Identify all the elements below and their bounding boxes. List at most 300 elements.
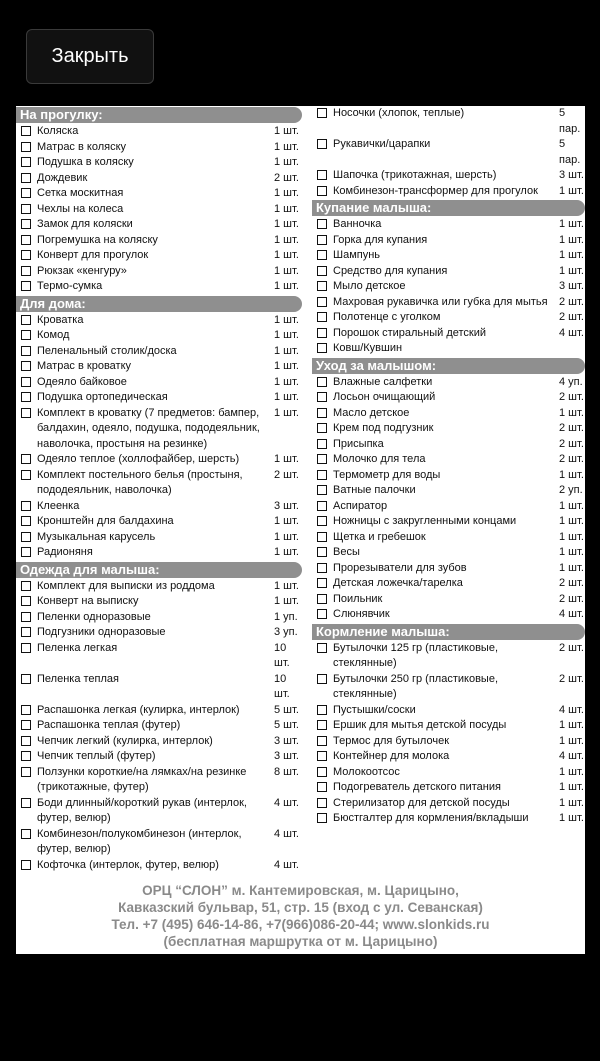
checkbox[interactable] bbox=[21, 315, 31, 325]
item-quantity: 1 шт. bbox=[559, 781, 584, 793]
item-name: Комплект постельного белья (простыня, пододеяльник, наволочка) bbox=[37, 468, 243, 496]
checkbox[interactable] bbox=[21, 501, 31, 511]
checkbox[interactable] bbox=[21, 142, 31, 152]
checkbox[interactable] bbox=[21, 720, 31, 730]
checkbox[interactable] bbox=[317, 643, 327, 653]
item-quantity: 5 шт. bbox=[274, 719, 299, 731]
checklist-item[interactable] bbox=[312, 592, 585, 608]
checklist-item[interactable] bbox=[312, 390, 585, 406]
checklist-item[interactable] bbox=[312, 437, 585, 453]
checkbox[interactable] bbox=[317, 439, 327, 449]
checklist-item[interactable] bbox=[16, 217, 302, 233]
footer-line: (бесплатная маршрутка от м. Царицыно) bbox=[163, 934, 438, 949]
item-name: Ванночка bbox=[333, 218, 382, 230]
checklist-item[interactable] bbox=[312, 217, 585, 233]
item-quantity: 1 шт. bbox=[559, 734, 584, 747]
item-quantity: 2 шт. bbox=[559, 391, 584, 403]
item-quantity: 4 уп. bbox=[559, 375, 583, 388]
item-name: Комод bbox=[37, 329, 70, 341]
item-name: Щетка и гребешок bbox=[333, 530, 426, 543]
item-quantity: 1 шт. bbox=[559, 515, 584, 527]
checklist-item[interactable] bbox=[312, 264, 585, 280]
item-name: Чепчик легкий (кулирка, интерлок) bbox=[37, 734, 213, 747]
item-quantity: 1 шт. bbox=[559, 264, 584, 277]
checklist-item[interactable] bbox=[312, 561, 585, 577]
checklist-item[interactable] bbox=[312, 530, 585, 546]
checkbox[interactable] bbox=[21, 377, 31, 387]
checklist-item[interactable] bbox=[312, 248, 585, 264]
checkbox[interactable] bbox=[21, 126, 31, 136]
checklist-item[interactable] bbox=[16, 155, 302, 171]
item-quantity: 1 шт. bbox=[274, 391, 299, 403]
item-name: Носочки (хлопок, теплые) bbox=[333, 107, 465, 119]
item-quantity: 1 шт. bbox=[274, 595, 299, 607]
item-quantity: 4 шт. bbox=[559, 750, 584, 762]
item-name: Махровая рукавичка или губка для мытья bbox=[333, 295, 548, 308]
item-name: Пеленка теплая bbox=[37, 672, 119, 685]
item-quantity: 5 пар. bbox=[559, 138, 581, 166]
checklist-item[interactable] bbox=[16, 545, 302, 561]
checkbox[interactable] bbox=[317, 281, 327, 291]
item-name: Комплект для выписки из роддома bbox=[37, 579, 215, 592]
item-quantity: 4 шт. bbox=[274, 858, 299, 871]
item-quantity: 2 шт. bbox=[559, 453, 584, 465]
checkbox[interactable] bbox=[317, 751, 327, 761]
item-quantity: 8 шт. bbox=[274, 765, 299, 778]
checkbox[interactable] bbox=[21, 346, 31, 356]
checkbox[interactable] bbox=[317, 392, 327, 402]
checklist-item[interactable] bbox=[312, 295, 585, 311]
item-name: Конверт для прогулок bbox=[37, 249, 149, 261]
checkbox[interactable] bbox=[21, 596, 31, 606]
item-quantity: 1 шт. bbox=[559, 249, 584, 261]
checklist-item[interactable] bbox=[312, 421, 585, 437]
checkbox[interactable] bbox=[317, 186, 327, 196]
item-quantity: 1 шт. bbox=[274, 453, 299, 465]
item-quantity: 4 шт. bbox=[559, 326, 584, 339]
checkbox[interactable] bbox=[21, 250, 31, 260]
item-quantity: 2 шт. bbox=[559, 672, 584, 685]
checklist-item[interactable] bbox=[16, 233, 302, 249]
item-quantity: 2 шт. bbox=[274, 171, 299, 184]
checkbox[interactable] bbox=[21, 361, 31, 371]
checkbox[interactable] bbox=[317, 297, 327, 307]
checkbox[interactable] bbox=[317, 328, 327, 338]
checkbox[interactable] bbox=[317, 798, 327, 808]
checkbox[interactable] bbox=[21, 798, 31, 808]
item-quantity: 4 шт. bbox=[559, 703, 584, 716]
item-quantity: 3 шт. bbox=[274, 734, 299, 747]
checklist-item[interactable] bbox=[312, 718, 585, 734]
item-quantity: 1 шт. bbox=[559, 796, 584, 809]
item-name: Комбинезон/полукомбинезон (интерлок, футер, велюр) bbox=[37, 827, 242, 855]
item-name: Крем под подгузник bbox=[333, 422, 434, 434]
item-name: Весы bbox=[333, 546, 360, 558]
item-name: Комплект в кроватку (7 предметов: бампер, балдахин, одеяло, подушка, пододеяльник, наволочка, простыня на резинке) bbox=[37, 406, 260, 450]
checkbox[interactable] bbox=[317, 470, 327, 480]
checklist-item[interactable] bbox=[312, 406, 585, 422]
checkbox[interactable] bbox=[317, 813, 327, 823]
checkbox[interactable] bbox=[21, 751, 31, 761]
item-quantity: 1 шт. bbox=[559, 561, 584, 574]
item-quantity: 1 шт. bbox=[559, 233, 584, 246]
item-quantity: 1 шт. bbox=[559, 719, 584, 731]
item-name: Дождевик bbox=[37, 171, 88, 184]
item-quantity: 3 шт. bbox=[559, 169, 584, 181]
checkbox[interactable] bbox=[317, 377, 327, 387]
checklist-item[interactable] bbox=[312, 545, 585, 561]
checklist-item[interactable] bbox=[16, 359, 302, 375]
checkbox[interactable] bbox=[317, 705, 327, 715]
footer-address bbox=[16, 882, 585, 950]
item-quantity: 1 шт. bbox=[274, 329, 299, 341]
checkbox[interactable] bbox=[317, 532, 327, 542]
footer-line: ОРЦ “СЛОН” м. Кантемировская, м. Царицыно, bbox=[142, 883, 459, 898]
checkbox[interactable] bbox=[317, 782, 327, 792]
item-quantity: 1 шт. bbox=[559, 218, 584, 230]
checkbox[interactable] bbox=[21, 736, 31, 746]
checklist-item[interactable] bbox=[312, 310, 585, 326]
checkbox[interactable] bbox=[21, 581, 31, 591]
checkbox[interactable] bbox=[21, 219, 31, 229]
checkbox[interactable] bbox=[317, 312, 327, 322]
item-quantity: 1 шт. bbox=[274, 344, 299, 357]
item-name: Чехлы на колеса bbox=[37, 202, 124, 215]
item-quantity: 10 шт. bbox=[274, 672, 290, 700]
checkbox[interactable] bbox=[317, 578, 327, 588]
checklist-item[interactable] bbox=[312, 811, 585, 827]
item-name: Присыпка bbox=[333, 437, 384, 450]
item-quantity: 3 шт. bbox=[559, 280, 584, 292]
item-quantity: 1 шт. bbox=[274, 546, 299, 558]
checklist-item[interactable] bbox=[312, 576, 585, 592]
item-name: Стерилизатор для детской посуды bbox=[333, 796, 510, 809]
right-column bbox=[312, 106, 585, 827]
checkbox[interactable] bbox=[317, 343, 327, 353]
checkbox[interactable] bbox=[21, 157, 31, 167]
item-name: Термо-сумка bbox=[37, 280, 103, 292]
section-header: На прогулку: bbox=[16, 107, 302, 123]
item-quantity: 2 шт. bbox=[559, 311, 584, 323]
checklist-item[interactable] bbox=[16, 530, 302, 546]
item-name: Замок для коляски bbox=[37, 218, 133, 230]
item-name: Молочко для тела bbox=[333, 453, 426, 465]
item-name: Ножницы с закругленными концами bbox=[333, 515, 517, 527]
section-header: Одежда для малыша: bbox=[16, 562, 302, 578]
item-name: Шампунь bbox=[333, 249, 381, 261]
checkbox[interactable] bbox=[317, 767, 327, 777]
item-name: Лосьон очищающий bbox=[333, 391, 436, 403]
checkbox[interactable] bbox=[317, 563, 327, 573]
checkbox[interactable] bbox=[317, 408, 327, 418]
item-name: Матрас в коляску bbox=[37, 140, 127, 153]
checkbox[interactable] bbox=[21, 860, 31, 870]
checkbox[interactable] bbox=[21, 470, 31, 480]
checklist-item[interactable] bbox=[16, 140, 302, 156]
item-quantity: 3 шт. bbox=[274, 499, 299, 512]
checkbox[interactable] bbox=[21, 281, 31, 291]
checklist-item[interactable] bbox=[16, 328, 302, 344]
item-name: Подогреватель детского питания bbox=[333, 781, 501, 793]
checkbox[interactable] bbox=[21, 829, 31, 839]
item-name: Радионяня bbox=[37, 546, 93, 558]
checklist-document bbox=[16, 106, 585, 954]
checklist-item[interactable] bbox=[16, 468, 302, 499]
checklist-item[interactable] bbox=[16, 264, 302, 280]
checkbox[interactable] bbox=[317, 108, 327, 118]
item-quantity: 1 шт. bbox=[274, 187, 299, 199]
item-quantity: 2 шт. bbox=[559, 577, 584, 589]
checkbox[interactable] bbox=[21, 188, 31, 198]
checklist-item[interactable] bbox=[16, 499, 302, 515]
checklist-item[interactable] bbox=[16, 749, 302, 765]
item-name: Погремушка на коляску bbox=[37, 233, 158, 246]
item-name: Термометр для воды bbox=[333, 468, 441, 481]
item-quantity: 4 шт. bbox=[274, 796, 299, 809]
item-name: Бутылочки 250 гр (пластиковые, стеклянные) bbox=[333, 672, 498, 700]
checklist-item[interactable] bbox=[312, 279, 585, 295]
checklist-item[interactable] bbox=[312, 341, 585, 357]
checklist-item[interactable] bbox=[312, 641, 585, 672]
checklist-item[interactable] bbox=[16, 375, 302, 391]
item-name: Горка для купания bbox=[333, 233, 428, 246]
item-name: Чепчик теплый (футер) bbox=[37, 750, 156, 762]
item-quantity: 1 шт. bbox=[274, 406, 299, 419]
checklist-item[interactable] bbox=[16, 171, 302, 187]
section-header: Кормление малыша: bbox=[312, 624, 585, 640]
checklist-item[interactable] bbox=[312, 514, 585, 530]
checklist-item[interactable] bbox=[312, 326, 585, 342]
checkbox[interactable] bbox=[21, 767, 31, 777]
checklist-item[interactable] bbox=[16, 406, 302, 453]
item-name: Музыкальная карусель bbox=[37, 530, 156, 543]
checkbox[interactable] bbox=[317, 219, 327, 229]
item-name: Матрас в кроватку bbox=[37, 360, 132, 372]
section-header: Для дома: bbox=[16, 296, 302, 312]
checkbox[interactable] bbox=[317, 674, 327, 684]
item-name: Термос для бутылочек bbox=[333, 734, 450, 747]
checklist-item[interactable] bbox=[16, 279, 302, 295]
checkbox[interactable] bbox=[21, 643, 31, 653]
checkbox[interactable] bbox=[21, 173, 31, 183]
item-name: Пеленки одноразовые bbox=[37, 610, 151, 623]
checkbox[interactable] bbox=[21, 627, 31, 637]
checkbox[interactable] bbox=[317, 139, 327, 149]
item-quantity: 1 шт. bbox=[274, 249, 299, 261]
item-quantity: 2 шт. bbox=[559, 437, 584, 450]
checkbox[interactable] bbox=[317, 170, 327, 180]
checklist-item[interactable] bbox=[312, 499, 585, 515]
item-name: Поильник bbox=[333, 592, 383, 605]
checklist-item[interactable] bbox=[16, 625, 302, 641]
item-name: Слюнявчик bbox=[333, 608, 390, 620]
item-name: Боди длинный/короткий рукав (интерлок, футер, велюр) bbox=[37, 796, 247, 824]
item-quantity: 1 шт. bbox=[559, 546, 584, 558]
checklist-item[interactable] bbox=[312, 672, 585, 703]
checkbox[interactable] bbox=[21, 392, 31, 402]
item-name: Сетка москитная bbox=[37, 187, 124, 199]
item-name: Конверт на выписку bbox=[37, 595, 139, 607]
item-name: Полотенце с уголком bbox=[333, 311, 441, 323]
checkbox[interactable] bbox=[21, 532, 31, 542]
checklist-item[interactable] bbox=[312, 780, 585, 796]
checkbox[interactable] bbox=[21, 612, 31, 622]
checkbox[interactable] bbox=[21, 235, 31, 245]
checkbox[interactable] bbox=[317, 609, 327, 619]
checkbox[interactable] bbox=[317, 547, 327, 557]
item-quantity: 1 шт. bbox=[559, 468, 584, 481]
item-name: Порошок стиральный детский bbox=[333, 326, 487, 339]
item-name: Комбинезон-трансформер для прогулок bbox=[333, 184, 538, 197]
item-quantity: 3 уп. bbox=[274, 626, 298, 638]
checkbox[interactable] bbox=[21, 547, 31, 557]
checklist-item[interactable] bbox=[312, 796, 585, 812]
checklist-item[interactable] bbox=[312, 452, 585, 468]
checklist-item[interactable] bbox=[16, 765, 302, 796]
item-quantity: 2 шт. bbox=[559, 641, 584, 654]
checklist-item[interactable] bbox=[312, 749, 585, 765]
item-quantity: 1 шт. bbox=[559, 530, 584, 543]
checkbox[interactable] bbox=[317, 423, 327, 433]
checklist-item[interactable] bbox=[312, 106, 585, 137]
item-name: Кроватка bbox=[37, 313, 84, 326]
item-quantity: 1 уп. bbox=[274, 610, 298, 623]
item-quantity: 1 шт. bbox=[274, 218, 299, 230]
checklist-item[interactable] bbox=[312, 137, 585, 168]
checkbox[interactable] bbox=[21, 266, 31, 276]
checklist-item[interactable] bbox=[16, 641, 302, 672]
item-quantity: 2 шт. bbox=[559, 592, 584, 605]
checklist-item[interactable] bbox=[16, 248, 302, 264]
checkbox[interactable] bbox=[21, 454, 31, 464]
item-name: Мыло детское bbox=[333, 280, 406, 292]
checkbox[interactable] bbox=[21, 408, 31, 418]
item-name: Подушка в коляску bbox=[37, 156, 134, 168]
checklist-item[interactable] bbox=[16, 313, 302, 329]
item-name: Ершик для мытья детской посуды bbox=[333, 719, 507, 731]
item-name: Шапочка (трикотажная, шерсть) bbox=[333, 169, 497, 181]
item-quantity: 5 пар. bbox=[559, 107, 581, 135]
item-name: Ватные палочки bbox=[333, 484, 416, 496]
item-name: Кофточка (интерлок, футер, велюр) bbox=[37, 858, 219, 871]
checklist-item[interactable] bbox=[16, 579, 302, 595]
checklist-item[interactable] bbox=[16, 344, 302, 360]
item-name: Клеенка bbox=[37, 499, 80, 512]
checklist-item[interactable] bbox=[312, 765, 585, 781]
checklist-item[interactable] bbox=[16, 124, 302, 140]
item-name: Рюкзак «кенгуру» bbox=[37, 264, 127, 277]
item-name: Ковш/Кувшин bbox=[333, 342, 403, 354]
checkbox[interactable] bbox=[317, 485, 327, 495]
checklist-item[interactable] bbox=[16, 514, 302, 530]
item-quantity: 2 шт. bbox=[559, 295, 584, 308]
item-name: Одеяло теплое (холлофайбер, шерсть) bbox=[37, 453, 240, 465]
checkbox[interactable] bbox=[317, 454, 327, 464]
item-name: Пустышки/соски bbox=[333, 703, 416, 716]
item-quantity: 2 шт. bbox=[559, 422, 584, 434]
item-quantity: 1 шт. bbox=[274, 530, 299, 543]
item-name: Одеяло байковое bbox=[37, 375, 127, 388]
item-name: Влажные салфетки bbox=[333, 375, 433, 388]
item-quantity: 1 шт. bbox=[274, 140, 299, 153]
item-name: Контейнер для молока bbox=[333, 750, 450, 762]
item-quantity: 4 шт. bbox=[559, 608, 584, 620]
checklist-item[interactable] bbox=[16, 827, 302, 858]
item-quantity: 1 шт. bbox=[274, 125, 299, 137]
item-name: Молокоотсос bbox=[333, 765, 400, 778]
checklist-item[interactable] bbox=[312, 375, 585, 391]
checklist-item[interactable] bbox=[16, 186, 302, 202]
checklist-item[interactable] bbox=[312, 734, 585, 750]
checklist-item[interactable] bbox=[312, 184, 585, 200]
checklist-item[interactable] bbox=[16, 594, 302, 610]
checklist-item[interactable] bbox=[16, 703, 302, 719]
item-quantity: 1 шт. bbox=[274, 233, 299, 246]
checkbox[interactable] bbox=[317, 516, 327, 526]
checklist-item[interactable] bbox=[16, 858, 302, 874]
checkbox[interactable] bbox=[317, 594, 327, 604]
item-quantity: 1 шт. bbox=[559, 499, 584, 512]
left-column bbox=[16, 106, 302, 873]
checklist-item[interactable] bbox=[312, 168, 585, 184]
checkbox[interactable] bbox=[21, 516, 31, 526]
section-header: Уход за малышом: bbox=[312, 358, 585, 374]
checklist-item[interactable] bbox=[16, 796, 302, 827]
item-quantity: 5 шт. bbox=[274, 703, 299, 716]
checklist-item[interactable] bbox=[16, 734, 302, 750]
checkbox[interactable] bbox=[21, 204, 31, 214]
checkbox[interactable] bbox=[317, 720, 327, 730]
checkbox[interactable] bbox=[317, 501, 327, 511]
checkbox[interactable] bbox=[317, 736, 327, 746]
checklist-item[interactable] bbox=[312, 468, 585, 484]
item-quantity: 10 шт. bbox=[274, 641, 290, 669]
item-quantity: 3 шт. bbox=[274, 750, 299, 762]
checklist-item[interactable] bbox=[16, 718, 302, 734]
checklist-item[interactable] bbox=[16, 390, 302, 406]
item-name: Коляска bbox=[37, 125, 79, 137]
checkbox[interactable] bbox=[317, 266, 327, 276]
item-quantity: 1 шт. bbox=[559, 406, 584, 419]
checklist-item[interactable] bbox=[16, 202, 302, 218]
checklist-item[interactable] bbox=[312, 703, 585, 719]
item-quantity: 1 шт. bbox=[274, 579, 299, 592]
item-quantity: 1 шт. bbox=[274, 156, 299, 168]
checklist-item[interactable] bbox=[312, 607, 585, 623]
checkbox[interactable] bbox=[21, 674, 31, 684]
item-name: Пеленальный столик/доска bbox=[37, 344, 177, 357]
item-quantity: 1 шт. bbox=[559, 184, 584, 197]
item-quantity: 1 шт. bbox=[274, 313, 299, 326]
checkbox[interactable] bbox=[317, 235, 327, 245]
checklist-item[interactable] bbox=[16, 672, 302, 703]
checklist-item[interactable] bbox=[312, 233, 585, 249]
item-name: Подгузники одноразовые bbox=[37, 626, 166, 638]
item-name: Средство для купания bbox=[333, 264, 448, 277]
checkbox[interactable] bbox=[317, 250, 327, 260]
item-name: Распашонка теплая (футер) bbox=[37, 719, 181, 731]
item-quantity: 1 шт. bbox=[559, 812, 584, 824]
checklist-item[interactable] bbox=[312, 483, 585, 499]
close-button[interactable]: Закрыть bbox=[26, 29, 154, 84]
item-quantity: 1 шт. bbox=[274, 375, 299, 388]
item-name: Детская ложечка/тарелка bbox=[333, 577, 463, 589]
checklist-item[interactable] bbox=[16, 452, 302, 468]
footer-line: Тел. +7 (495) 646-14-86, +7(966)086-20-44; www.slonkids.ru bbox=[111, 917, 490, 932]
checkbox[interactable] bbox=[21, 330, 31, 340]
checkbox[interactable] bbox=[21, 705, 31, 715]
checklist-item[interactable] bbox=[16, 610, 302, 626]
